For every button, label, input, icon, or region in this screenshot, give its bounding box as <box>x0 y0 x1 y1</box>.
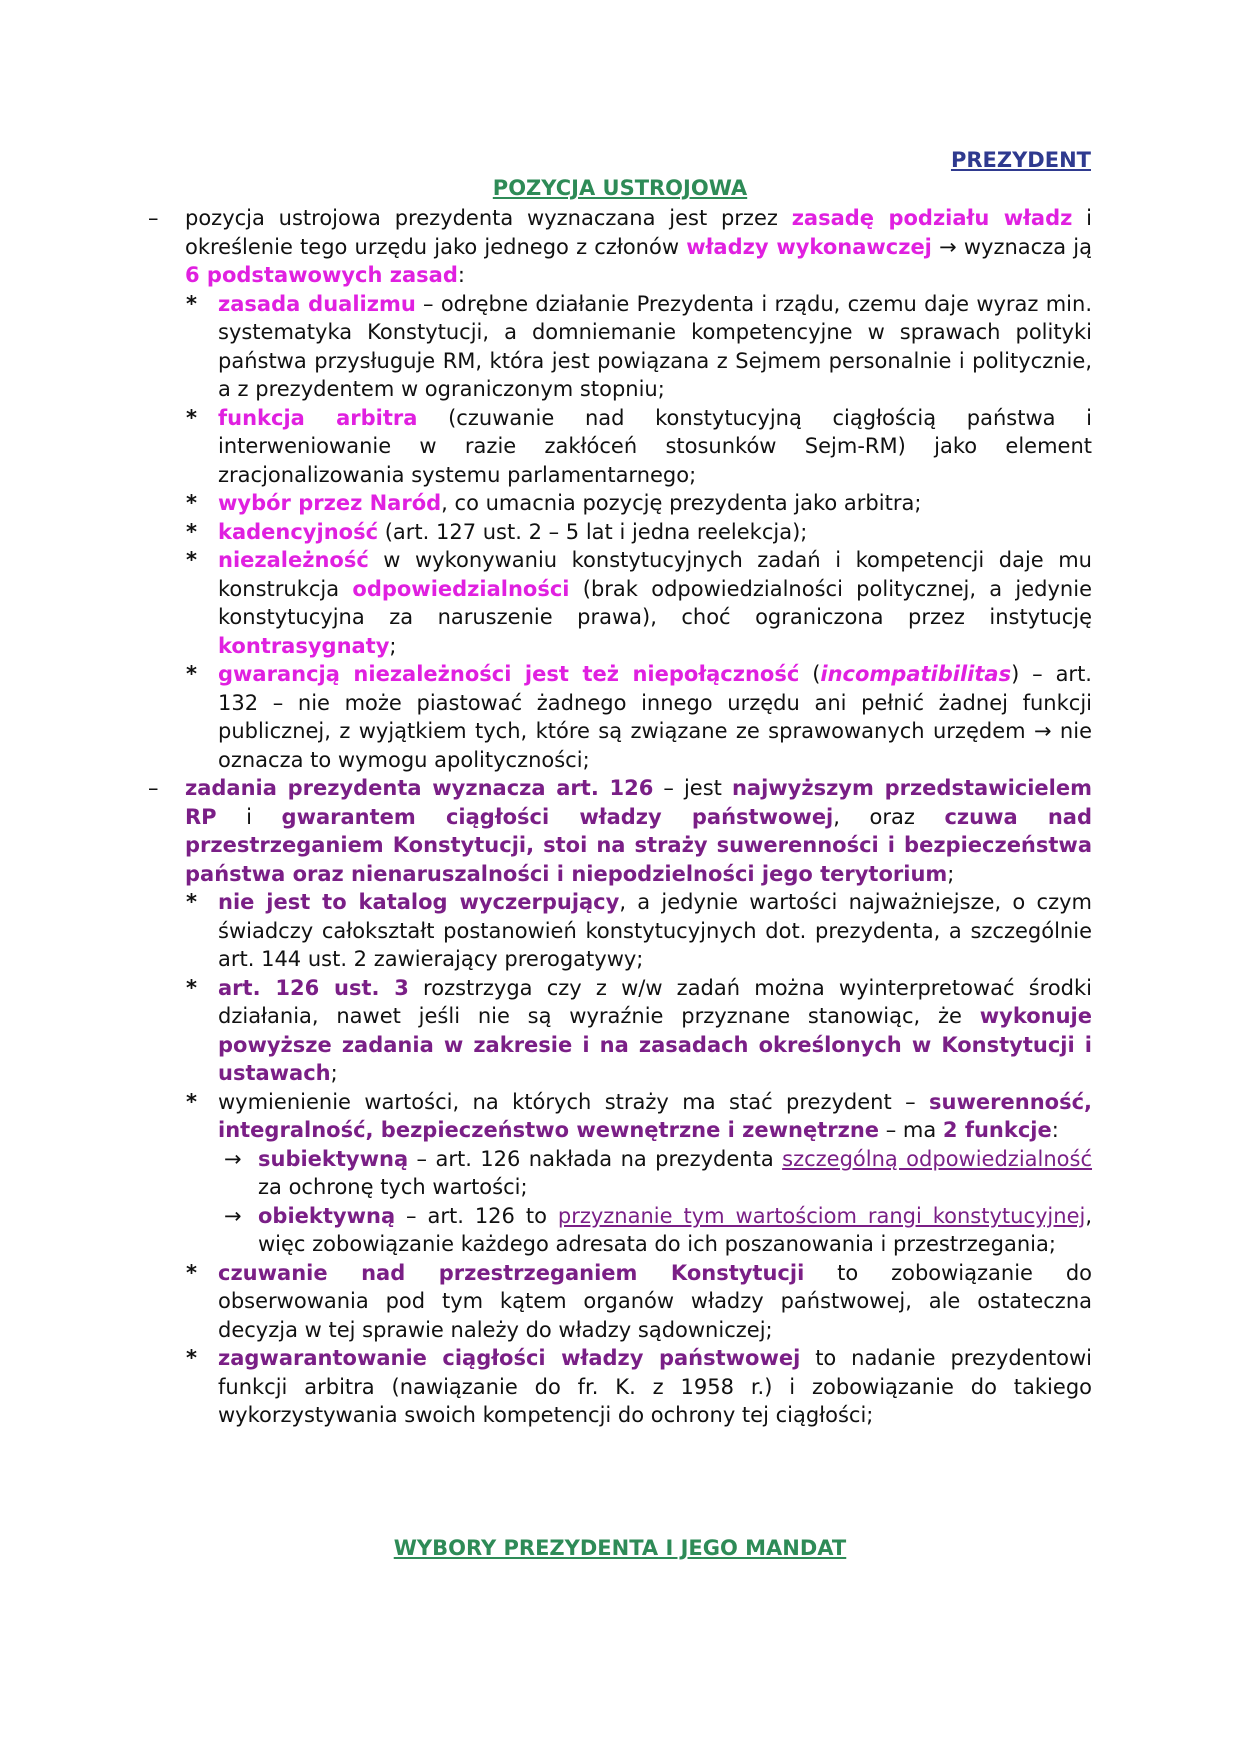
dash-marker: – <box>148 206 159 230</box>
bullet-zadania-prezydenta <box>148 774 1092 888</box>
text: (czuwanie nad konstytucyjną ciągłością państwa i interweniowanie w razie zakłóceń stosunków Sejm-RM) jako element zracjonalizowania systemu parlamentarnego; <box>218 405 1092 487</box>
highlight: zasada dualizmu <box>218 291 416 316</box>
subitem-funkcja-arbitra <box>148 404 1092 490</box>
subsubitem-subiektywna <box>148 1145 1092 1202</box>
underlined-text: przyznanie tym wartościom rangi konstytucyjnej <box>557 1203 1086 1228</box>
underlined-text: szczególną odpowiedzialność <box>782 1146 1093 1171</box>
highlight: 6 podstawowych zasad <box>185 263 458 287</box>
text: , a jedynie wartości najważniejsze, o czym świadczy całokształt postanowień konstytucyjnych dot. prezydenta, a szczególnie art. 144 ust. 2 zawierający prerogatywy; <box>218 890 1093 971</box>
asterisk-marker: * <box>186 1089 197 1114</box>
highlight: 2 funkcje <box>942 1118 1052 1142</box>
text: to zobowiązanie do obserwowania pod tym kątem organów władzy państwowej, ale ostateczna decyzja w tej sprawie należy do władzy sądowniczej; <box>218 1260 1092 1342</box>
text: ( <box>799 662 821 686</box>
highlight: najwyższym przedstawicielem RP <box>185 776 1092 829</box>
asterisk-marker: * <box>186 662 197 686</box>
highlight: gwarancją niezależności jest też niepołączność <box>218 662 800 686</box>
bullet-pozycja-ustrojowa <box>148 204 1092 290</box>
highlight: kontrasygnaty <box>218 633 390 658</box>
subitem-niezaleznosc <box>148 546 1092 660</box>
text: to nadanie prezydentowi funkcji arbitra (nawiązanie do fr. K. z 1958 r.) i zobowiązanie do takiego wykorzystywania swoich kompetencji do ochrony tej ciągłości; <box>218 1346 1092 1427</box>
text: pozycja ustrojowa prezydenta wyznaczana jest przez <box>185 206 792 230</box>
text: – art. 126 nakłada na prezydenta <box>408 1146 783 1171</box>
highlight: zadania prezydenta wyznacza art. 126 <box>185 776 654 800</box>
subitem-ciaglosc <box>148 1344 1092 1430</box>
highlight: subiektywną <box>258 1146 409 1171</box>
text: ) – art. 132 – nie może piastować żadnego innego urzędu ani pełnić żadnej funkcji publicznej, z wyjątkiem tych, które są związane ze sprawowanych urzędem → nie oznacza to wymogu apolityczności; <box>218 662 1092 772</box>
text: ; <box>947 861 955 886</box>
text: (art. 127 ust. 2 – 5 lat i jedna reelekcja); <box>378 519 808 544</box>
asterisk-marker: * <box>186 548 197 572</box>
asterisk-marker: * <box>186 975 197 1000</box>
text: wymienienie wartości, na których straży ma stać prezydent – <box>218 1089 930 1114</box>
highlight: zasadę podziału władz <box>791 206 1073 230</box>
subitem-zasada-dualizmu <box>148 290 1092 404</box>
text: , co umacnia pozycję prezydenta jako arbitra; <box>441 491 922 515</box>
subitem-art-126-ust-3 <box>148 974 1092 1088</box>
subitem-katalog <box>148 888 1092 974</box>
highlight: czuwa nad przestrzeganiem Konstytucji, stoi na straży suwerenności i bezpieczeństwa państwa oraz nienaruszalności i niepodzielności jego terytorium <box>185 804 1092 886</box>
asterisk-marker: * <box>186 405 197 430</box>
highlight: nie jest to katalog wyczerpujący <box>218 890 620 914</box>
highlight: art. 126 ust. 3 <box>218 975 409 1000</box>
highlight: kadencyjność <box>218 519 379 544</box>
highlight: czuwanie nad przestrzeganiem Konstytucji <box>218 1260 805 1285</box>
text: ; <box>330 1061 338 1085</box>
subitem-niepolacznosc <box>148 660 1092 774</box>
text: , więc zobowiązanie każdego adresata do ich poszanowania i przestrzegania; <box>258 1203 1093 1256</box>
text: w wykonywaniu konstytucyjnych zadań i kompetencji daje mu konstrukcja <box>218 548 1092 601</box>
subsubitem-obiektywna <box>148 1202 1092 1259</box>
subitem-wartosci <box>148 1088 1092 1145</box>
text: : <box>457 263 465 287</box>
text: , oraz <box>833 804 945 829</box>
highlight: gwarantem ciągłości władzy państwowej <box>281 804 834 829</box>
highlight: wybór przez Naród <box>218 491 442 515</box>
asterisk-marker: * <box>186 519 197 544</box>
highlight: obiektywną <box>258 1203 396 1228</box>
subitem-kadencyjnosc <box>148 518 1092 547</box>
asterisk-marker: * <box>186 1260 197 1285</box>
text: – jest <box>653 776 732 800</box>
asterisk-marker: * <box>186 890 197 914</box>
asterisk-marker: * <box>186 291 197 316</box>
highlight: władzy wykonawczej <box>686 234 932 259</box>
text: ; <box>389 633 397 658</box>
section-heading-wybory: WYBORY PREZYDENTA I JEGO MANDAT <box>393 1536 847 1560</box>
text: – ma <box>879 1118 943 1142</box>
asterisk-marker: * <box>186 1346 197 1370</box>
section-heading-pozycja: POZYCJA USTROJOWA <box>492 176 748 200</box>
text: → wyznacza ją <box>931 234 1092 259</box>
subitem-czuwanie <box>148 1259 1092 1345</box>
arrow-marker: → <box>224 1146 242 1171</box>
text: (brak odpowiedzialności politycznej, a jedynie konstytucyjna za naruszenie prawa), choć ograniczona przez instytucję <box>218 576 1093 629</box>
document-title: PREZYDENT <box>950 148 1091 172</box>
highlight: zagwarantowanie ciągłości władzy państwowej <box>218 1346 801 1370</box>
highlight: wykonuje powyższe zadania w zakresie i na zasadach określonych w Konstytucji i ustawach <box>218 1004 1092 1085</box>
text: – art. 126 to <box>395 1203 558 1228</box>
text: – odrębne działanie Prezydenta i rządu, czemu daje wyraz min. systematyka Konstytucji, a domniemanie kompetencyjne w sprawach polityki państwa przysługuje RM, która jest powiązana z Sejmem personalnie i politycznie, a z prezydentem w ograniczonym stopniu; <box>218 291 1092 401</box>
arrow-marker: → <box>224 1203 242 1228</box>
document-body <box>148 204 1092 1430</box>
text: rozstrzyga czy z w/w zadań można wyinterpretować środki działania, nawet jeśli nie są wyraźnie przyznane stanowiąc, że <box>218 975 1093 1028</box>
highlight: funkcja arbitra <box>218 405 418 430</box>
highlight: niezależność <box>218 548 369 572</box>
text: : <box>1051 1118 1059 1142</box>
highlight: odpowiedzialności <box>352 576 570 601</box>
dash-marker: – <box>148 776 159 800</box>
highlight: suwerenność, integralność, bezpieczeństwo wewnętrzne i zewnętrzne <box>218 1089 1092 1142</box>
subitem-wybor-przez-narod <box>148 489 1092 518</box>
text: i <box>216 804 282 829</box>
highlight-italic: incompatibilitas <box>820 662 1012 686</box>
asterisk-marker: * <box>186 491 197 515</box>
text: za ochronę tych wartości; <box>258 1175 528 1199</box>
text: i określenie tego urzędu jako jednego z członów <box>185 206 1092 259</box>
